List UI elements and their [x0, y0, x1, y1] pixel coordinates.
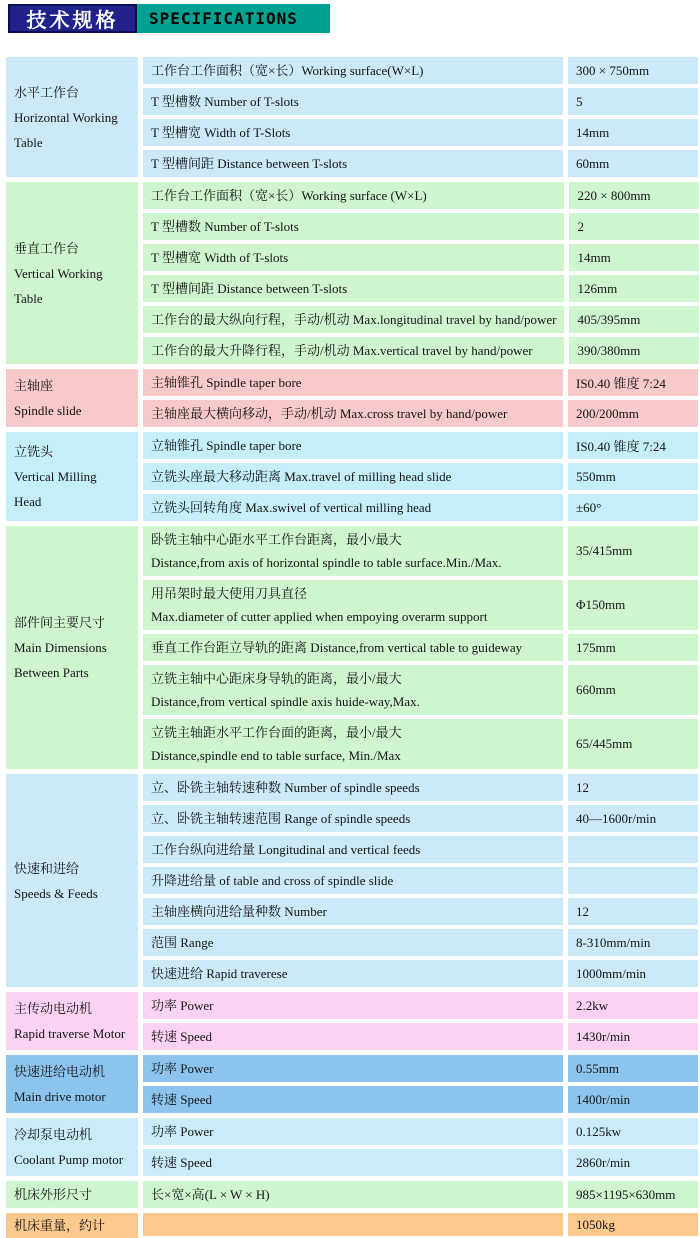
spec-value-cell [568, 867, 698, 894]
spec-description-line: Distance,from vertical spindle axis huide-way,Max. [151, 694, 420, 709]
spec-description-cell [143, 463, 563, 490]
category-label: 机床重量，约计 [14, 1218, 106, 1233]
spec-description-line: 转速 Speed [151, 1092, 213, 1107]
category-cell [6, 182, 138, 364]
table-row [143, 929, 698, 956]
spec-description-cell [143, 213, 564, 240]
spec-description-line: 主轴座最大横向移动，手动/机动 Max.cross travel by hand/power [151, 406, 508, 421]
spec-description-line: 立、卧铣主轴转速种数 Number of spindle speeds [151, 780, 420, 795]
spec-description-cell [143, 244, 564, 271]
spec-description-line: 立、卧铣主轴转速范围 Range of spindle speeds [151, 811, 411, 826]
spec-description-cell [143, 665, 563, 715]
spec-value-cell: 2860r/min [568, 1149, 698, 1176]
table-row [143, 369, 698, 396]
table-row [143, 244, 699, 271]
spec-value-cell: 1000mm/min [568, 960, 698, 987]
table-row [143, 1213, 698, 1236]
spec-description-line: T 型槽宽 Width of T-slots [151, 250, 289, 265]
spec-description-line: 立铣主轴距水平工作台面的距离，最小/最大 [151, 725, 402, 740]
table-row [143, 463, 698, 490]
section-speeds-and-feeds [6, 774, 698, 987]
spec-value-cell: Φ150mm [568, 580, 698, 630]
spec-description-line: T 型槽间距 Distance between T-slots [151, 281, 348, 296]
spec-description-line: 工作台的最大升降行程，手动/机动 Max.vertical travel by hand/power [151, 343, 533, 358]
category-label: Speeds & Feeds [14, 885, 98, 901]
category-label: 水平工作台 [14, 84, 80, 100]
spec-description-line: T 型槽数 Number of T-slots [151, 219, 299, 234]
section-rows [143, 57, 698, 177]
table-row [143, 182, 699, 209]
spec-description-cell [143, 1023, 563, 1050]
table-row [143, 88, 698, 115]
spec-description-line: 范围 Range [151, 935, 214, 950]
title-en-box [137, 4, 330, 33]
spec-description-line: 主轴锥孔 Spindle taper bore [151, 375, 302, 390]
spec-value-cell: 550mm [568, 463, 698, 490]
section-rows [143, 1181, 698, 1208]
spec-value-cell: 35/415mm [568, 526, 698, 576]
table-row [143, 57, 698, 84]
section-machine-weight [6, 1213, 698, 1238]
category-cell [6, 1181, 138, 1208]
section-rows [143, 182, 699, 364]
category-cell [6, 432, 138, 521]
spec-description-line: T 型槽间距 Distance between T-slots [151, 156, 348, 171]
spec-description-line: 立铣头座最大移动距离 Max.travel of milling head slide [151, 469, 452, 484]
spec-description-cell [143, 182, 564, 209]
spec-value-cell: IS0.40 锥度 7:24 [568, 369, 698, 396]
spec-description-cell [143, 867, 563, 894]
spec-description-cell [143, 960, 563, 987]
spec-description-cell [143, 774, 563, 801]
spec-description-line: 工作台的最大纵向行程，手动/机动 Max.longitudinal travel by hand/power [151, 312, 557, 327]
category-label: Horizontal Working [14, 109, 118, 125]
category-label: Vertical Milling [14, 469, 97, 484]
spec-description-cell [143, 275, 564, 302]
spec-description-line: 转速 Speed [151, 1155, 213, 1170]
category-label: 部件间主要尺寸 [14, 615, 106, 630]
table-row [143, 1181, 698, 1208]
spec-value-cell [568, 836, 698, 863]
spec-value-cell: IS0.40 锥度 7:24 [568, 432, 698, 459]
spec-description-line: 主轴座横向进给量种数 Number [151, 904, 327, 919]
table-row [143, 213, 699, 240]
spec-description-line: 立铣主轴中心距床身导轨的距离，最小/最大 [151, 671, 402, 686]
category-label: Spindle slide [14, 403, 82, 418]
category-label: 机床外形尺寸 [14, 1187, 93, 1202]
category-cell [6, 1213, 138, 1238]
spec-description-cell [143, 494, 563, 521]
spec-description-cell [143, 1055, 563, 1082]
spec-value-cell: 0.55mm [568, 1055, 698, 1082]
category-cell [6, 1055, 138, 1113]
spec-description-cell [143, 306, 564, 333]
spec-value-cell: 0.125kw [568, 1118, 698, 1145]
spec-value-cell: 175mm [568, 634, 698, 661]
category-label: Head [14, 494, 42, 509]
spec-description-line: T 型槽宽 Width of T-Slots [151, 125, 291, 140]
spec-value-cell: 1050kg [568, 1213, 698, 1236]
spec-description-cell [143, 634, 563, 661]
category-label: Rapid traverse Motor [14, 1026, 126, 1041]
category-cell [6, 526, 138, 769]
spec-description-cell [143, 929, 563, 956]
category-label: 快速进给电动机 [14, 1064, 106, 1079]
section-rows [143, 1213, 698, 1238]
spec-description-cell [143, 1181, 563, 1208]
category-label: Main Dimensions [14, 640, 107, 655]
spec-value-cell: 2.2kw [568, 992, 698, 1019]
spec-description-line: 升降进给量 of table and cross of spindle slide [151, 873, 394, 888]
spec-value-cell: 14mm [568, 119, 698, 146]
spec-description-line: 功率 Power [151, 998, 214, 1013]
spec-description-line: Distance,spindle end to table surface, Min./Max [151, 748, 401, 763]
spec-description-cell [143, 1086, 563, 1113]
spec-value-cell: ±60° [568, 494, 698, 521]
category-cell [6, 774, 138, 987]
spec-description-line: 转速 Speed [151, 1029, 213, 1044]
spec-description-cell [143, 150, 563, 177]
table-row [143, 432, 698, 459]
section-rows [143, 369, 698, 427]
section-main-transmission-motor [6, 992, 698, 1050]
section-rows [143, 774, 698, 987]
spec-description-line: 工作台纵向进给量 Longitudinal and vertical feeds [151, 842, 421, 857]
spec-description-line: T 型槽数 Number of T-slots [151, 94, 299, 109]
section-vertical-working-table [6, 182, 698, 364]
category-label: 主传动电动机 [14, 1001, 93, 1016]
table-row [143, 992, 698, 1019]
category-cell [6, 1118, 138, 1176]
table-row [143, 306, 699, 333]
spec-value-cell: 220 × 800mm [569, 182, 699, 209]
table-row [143, 337, 699, 364]
section-spindle-slide [6, 369, 698, 427]
spec-description-line: Distance,from axis of horizontal spindle to table surface.Min./Max. [151, 555, 502, 570]
category-cell [6, 992, 138, 1050]
category-cell [6, 57, 138, 177]
table-row [143, 119, 698, 146]
spec-value-cell: 200/200mm [568, 400, 698, 427]
table-row [143, 580, 698, 630]
spec-description-cell [143, 400, 563, 427]
spec-description-line: 立轴锥孔 Spindle taper bore [151, 438, 302, 453]
spec-description-cell [143, 369, 563, 396]
spec-value-cell: 8-310mm/min [568, 929, 698, 956]
table-row [143, 150, 698, 177]
spec-value-cell: 60mm [568, 150, 698, 177]
table-row [143, 634, 698, 661]
table-row [143, 719, 698, 769]
spec-description-cell [143, 119, 563, 146]
spec-value-cell: 390/380mm [569, 337, 699, 364]
table-row [143, 898, 698, 925]
category-cell [6, 369, 138, 427]
spec-value-cell: 65/445mm [568, 719, 698, 769]
spec-description-line: 快速进给 Rapid traverese [151, 966, 288, 981]
table-row [143, 526, 698, 576]
page-title-chinese: 技术规格 [26, 10, 119, 32]
table-row [143, 836, 698, 863]
section-rows [143, 1055, 698, 1113]
spec-description-line: 功率 Power [151, 1061, 214, 1076]
spec-description-line: Max.diameter of cutter applied when empoying overarm support [151, 609, 488, 624]
section-rows [143, 526, 698, 769]
category-label: 冷却泵电动机 [14, 1127, 93, 1142]
spec-description-cell [143, 836, 563, 863]
spec-value-cell: 300 × 750mm [568, 57, 698, 84]
category-label: 垂直工作台 [14, 240, 80, 256]
category-label: 主轴座 [14, 378, 54, 393]
table-row [143, 1055, 698, 1082]
table-row [143, 867, 698, 894]
spec-description-cell [143, 337, 564, 364]
spec-value-cell: 405/395mm [569, 306, 699, 333]
table-row [143, 960, 698, 987]
section-main-dimensions-between-parts [6, 526, 698, 769]
spec-description-line: 垂直工作台距立导轨的距离 Distance,from vertical table to guideway [151, 640, 523, 655]
spec-description-cell [143, 992, 563, 1019]
table-row [143, 400, 698, 427]
spec-description-line: 卧铣主轴中心距水平工作台距离，最小/最大 [151, 532, 402, 547]
spec-table [6, 57, 698, 1238]
category-label: Main drive motor [14, 1089, 106, 1104]
spec-description-cell [143, 57, 563, 84]
table-row [143, 665, 698, 715]
spec-description-line: 立铣头回转角度 Max.swivel of vertical milling head [151, 500, 432, 515]
spec-value-cell: 40—1600r/min [568, 805, 698, 832]
table-row [143, 1086, 698, 1113]
spec-description-cell [143, 898, 563, 925]
spec-description-cell [143, 88, 563, 115]
page-title-english: SPECIFICATIONS [149, 9, 298, 28]
spec-description-cell [143, 526, 563, 576]
spec-value-cell: 1430r/min [568, 1023, 698, 1050]
spec-description-cell [143, 432, 563, 459]
spec-value-cell: 126mm [569, 275, 699, 302]
category-label: Table [14, 134, 43, 150]
spec-description-line: 工作台工作面积（宽×长）Working surface (W×L) [151, 188, 427, 203]
spec-description-cell [143, 1149, 563, 1176]
category-label: Coolant Pump motor [14, 1152, 124, 1167]
table-row [143, 1023, 698, 1050]
section-rows [143, 1118, 698, 1176]
spec-description-cell [143, 1213, 563, 1236]
table-row [143, 494, 698, 521]
spec-value-cell: 660mm [568, 665, 698, 715]
category-label: Table [14, 290, 43, 306]
spec-description-line: 长×宽×高(L × W × H) [151, 1187, 270, 1202]
spec-description-line: 功率 Power [151, 1124, 214, 1139]
spec-value-cell: 5 [568, 88, 698, 115]
spec-value-cell: 985×1195×630mm [568, 1181, 698, 1208]
spec-description-line: 工作台工作面积（宽×长）Working surface(W×L) [151, 63, 424, 78]
section-rapid-feed-motor [6, 1055, 698, 1113]
spec-description-cell [143, 805, 563, 832]
category-label: Vertical Working [14, 265, 103, 281]
table-row [143, 275, 699, 302]
section-rows [143, 992, 698, 1050]
category-label: Between Parts [14, 665, 89, 680]
spec-description-cell [143, 719, 563, 769]
title-zh-box [8, 4, 137, 33]
spec-value-cell: 14mm [569, 244, 699, 271]
table-row [143, 1149, 698, 1176]
spec-value-cell: 1400r/min [568, 1086, 698, 1113]
spec-value-cell: 12 [568, 774, 698, 801]
category-label: 快速和进给 [14, 860, 80, 876]
section-rows [143, 432, 698, 521]
page-header [8, 4, 700, 33]
table-row [143, 774, 698, 801]
spec-description-cell [143, 580, 563, 630]
category-label: 立铣头 [14, 444, 54, 459]
table-row [143, 805, 698, 832]
section-coolant-pump-motor [6, 1118, 698, 1176]
section-vertical-milling-head [6, 432, 698, 521]
section-horizontal-working-table [6, 57, 698, 177]
spec-description-line: 用吊架时最大使用刀具直径 [151, 586, 308, 601]
spec-value-cell: 2 [569, 213, 699, 240]
spec-value-cell: 12 [568, 898, 698, 925]
section-machine-overall-dimensions [6, 1181, 698, 1208]
